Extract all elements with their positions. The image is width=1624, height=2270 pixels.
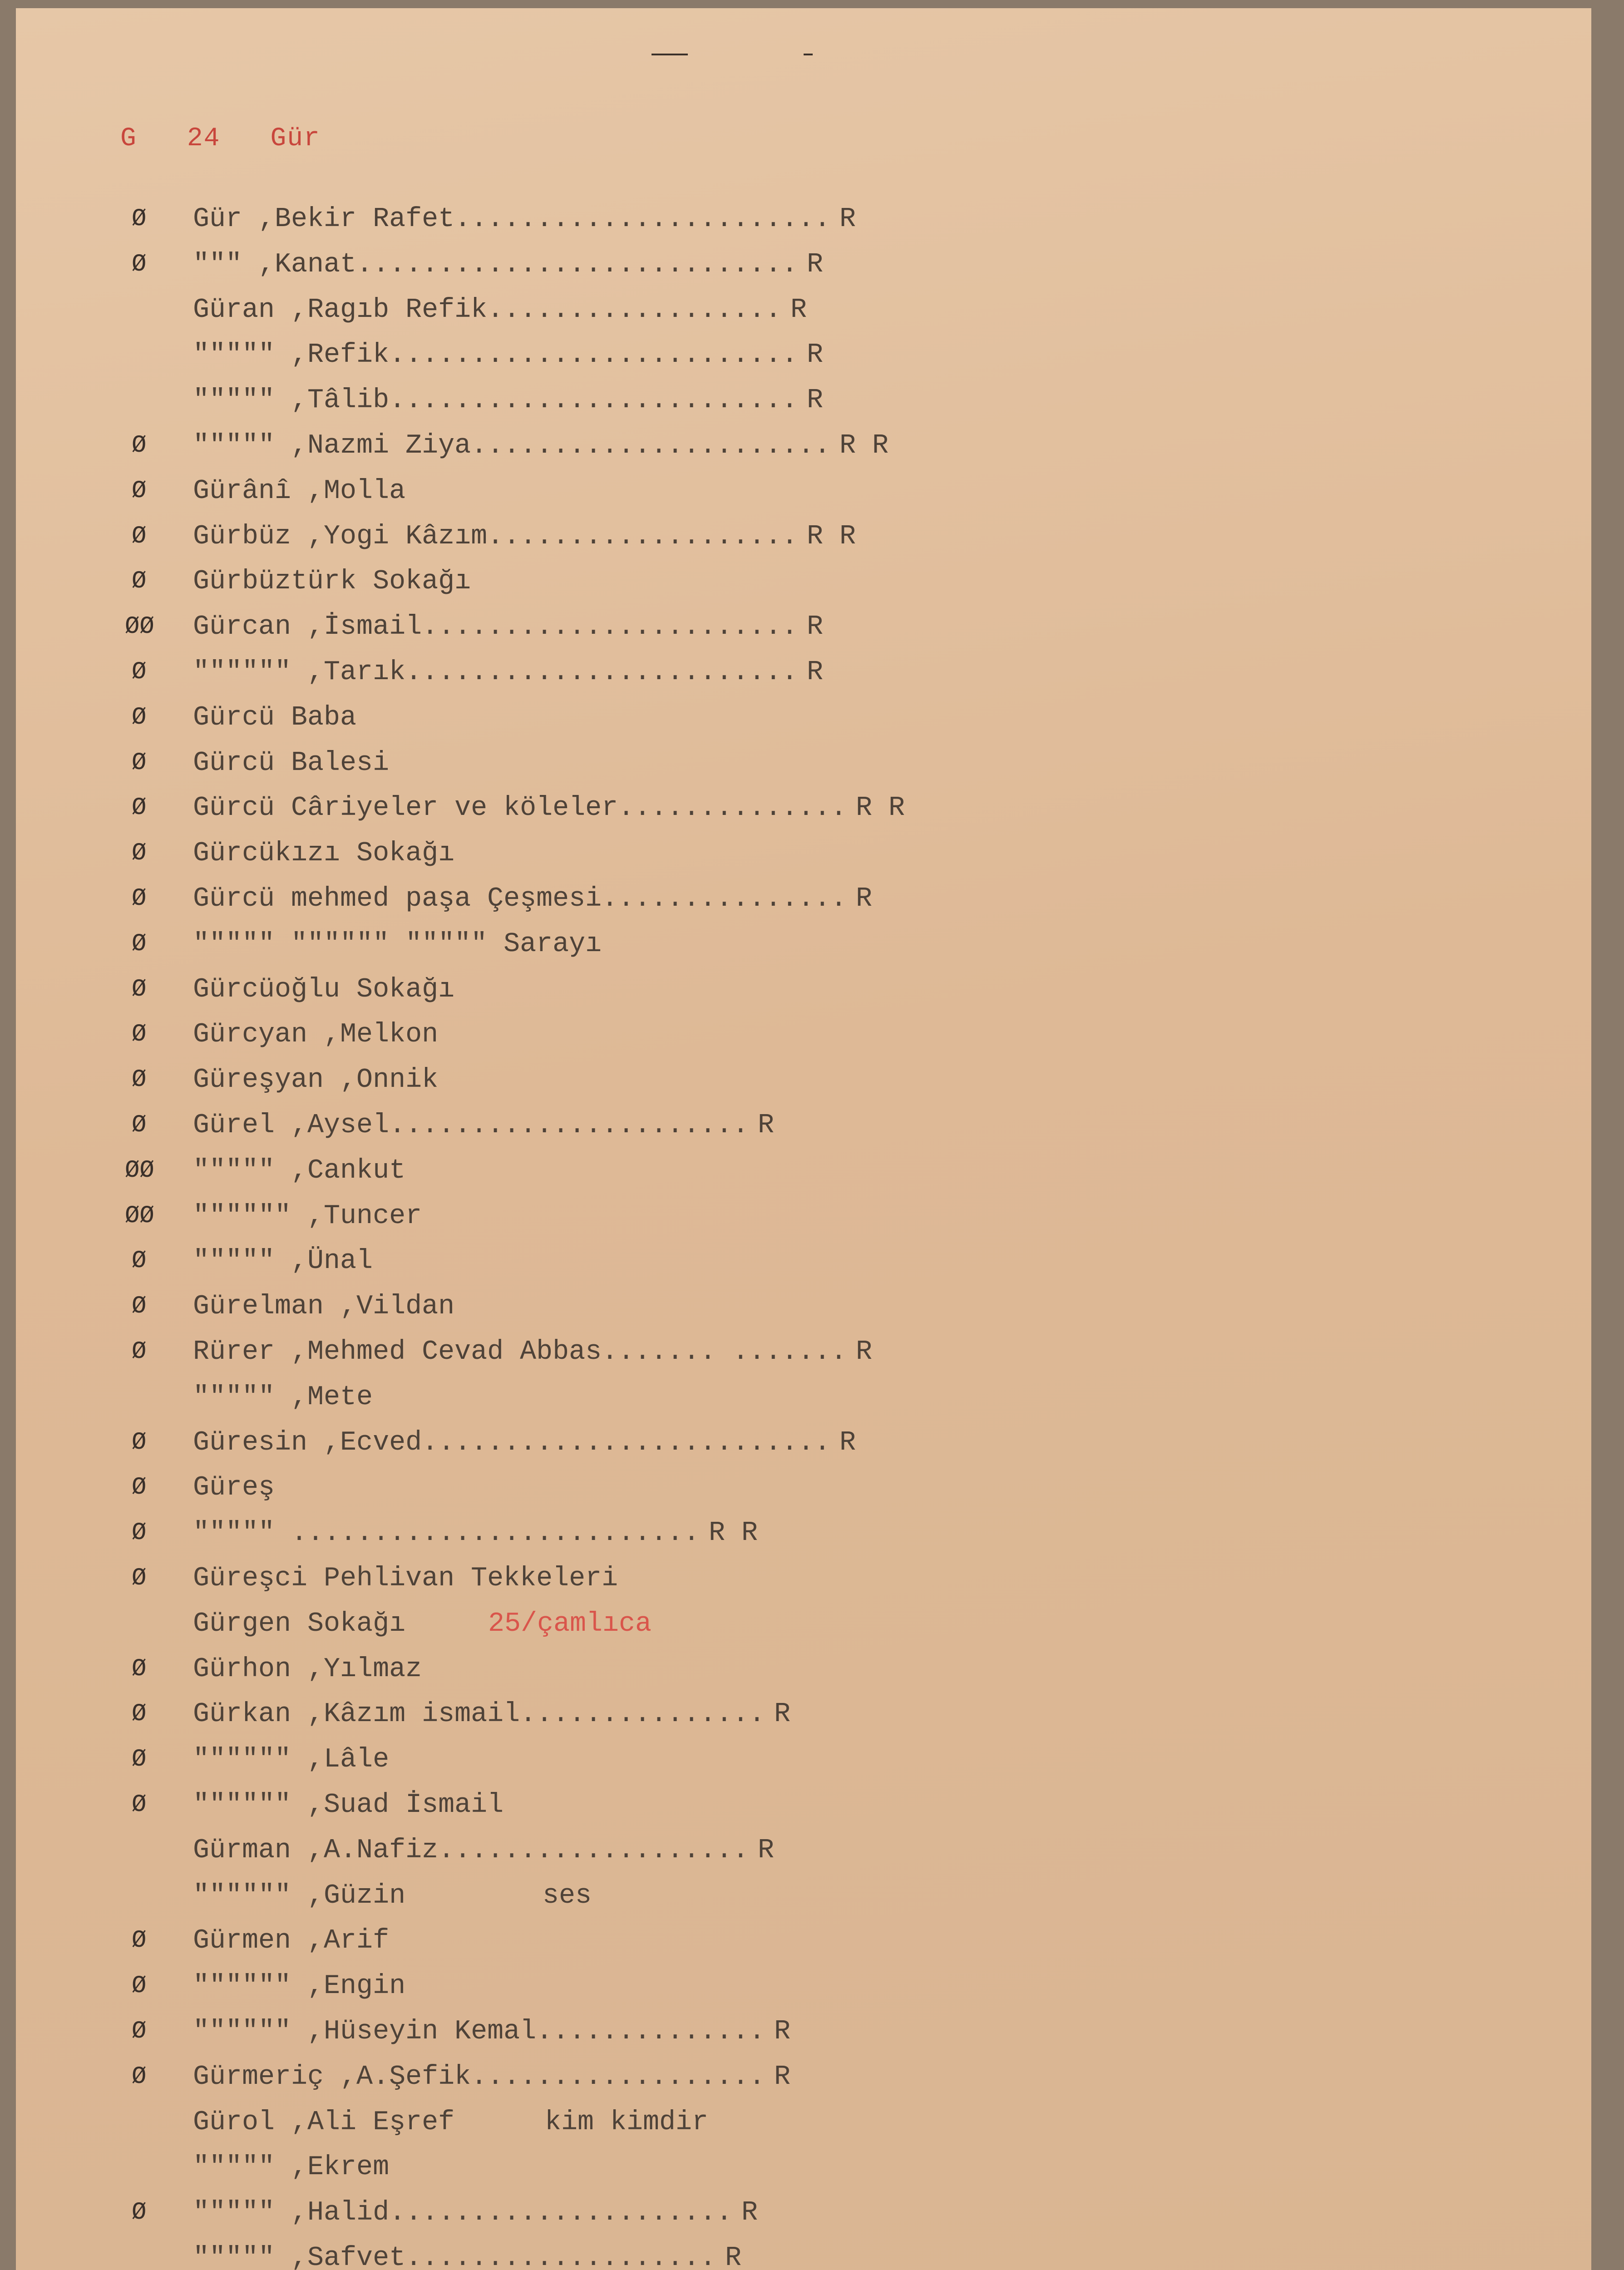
entry-row [16, 514, 1591, 559]
entry-text: Gürhon ,Yılmaz [193, 1653, 422, 1685]
status-mark: Ø [132, 205, 147, 233]
entry-text: """""" ,Tuncer [193, 1200, 422, 1232]
entry-text: Gür ,Bekir Rafet....................... [193, 204, 831, 235]
top-dot-mark [804, 54, 813, 55]
entry-row [16, 967, 1591, 1012]
entry-row [16, 650, 1591, 695]
entry-reference: R [725, 2243, 742, 2270]
entry-text: Gürgen Sokağı [193, 1608, 406, 1639]
entry-text: Gürânî ,Molla [193, 475, 406, 507]
entry-row [16, 1601, 1591, 1647]
entry-row [16, 423, 1591, 469]
entry-row [16, 785, 1591, 831]
status-mark: Ø [132, 2199, 147, 2227]
status-mark: Ø [132, 1021, 147, 1049]
entry-text: """"" ,Halid..................... [193, 2197, 733, 2229]
entry-text: """"" ,Nazmi Ziya...................... [193, 430, 831, 461]
status-mark: Ø [132, 432, 147, 459]
entry-reference: R [790, 294, 807, 326]
entry-text: """""" ,Hüseyin Kemal.............. [193, 2016, 765, 2047]
entry-text: Rürer ,Mehmed Cevad Abbas....... ....... [193, 1337, 847, 1367]
entry-reference: R [807, 385, 824, 416]
entry-text: """"" ,Refik......................... [193, 340, 798, 371]
status-mark: ØØ [125, 613, 154, 641]
entry-text: """"" ,Mete [193, 1382, 373, 1413]
status-mark: Ø [132, 568, 147, 596]
status-mark: ØØ [125, 1156, 154, 1184]
entry-text: Gürkan ,Kâzım ismail............... [193, 1699, 765, 1730]
entry-text: """"" ,Safvet................... [193, 2243, 716, 2270]
status-mark: Ø [132, 1927, 147, 1955]
entry-note: 25/çamlıca [488, 1608, 652, 1639]
status-mark: Ø [132, 885, 147, 913]
entry-row [16, 1692, 1591, 1737]
header-number: 24 [187, 124, 221, 153]
entry-text: Güresin ,Ecved......................... [193, 1427, 831, 1458]
status-mark: Ø [132, 1655, 147, 1683]
entry-reference: R [856, 1337, 873, 1367]
status-mark: Ø [132, 930, 147, 958]
card-header [120, 124, 370, 153]
entry-text: Gürcyan ,Melkon [193, 1019, 439, 1051]
entry-row [16, 1057, 1591, 1103]
status-mark: Ø [132, 1111, 147, 1139]
entry-reference: R [839, 1427, 856, 1458]
entry-row [16, 1510, 1591, 1556]
entry-text: Gürmeriç ,A.Şefik.................. [193, 2061, 765, 2092]
entry-reference: R [807, 340, 824, 371]
entry-reference: R [774, 1699, 791, 1730]
entry-text: Güran ,Ragıb Refik.................. [193, 294, 782, 326]
entry-text: Gürcü Câriyeler ve köleler.............. [193, 793, 847, 824]
entry-row [16, 695, 1591, 740]
entry-text: Gürcü Baba [193, 702, 357, 733]
entry-reference: R [774, 2061, 791, 2092]
entry-text: Gürman ,A.Nafiz................... [193, 1835, 749, 1866]
entry-row [16, 1012, 1591, 1057]
entry-row [16, 2145, 1591, 2190]
status-mark: Ø [132, 477, 147, 505]
entry-row [16, 1964, 1591, 2009]
entry-row [16, 2054, 1591, 2100]
entry-row [16, 1647, 1591, 1692]
index-card-page [16, 8, 1591, 2270]
entry-text: Gürcü Balesi [193, 747, 390, 779]
entry-row [16, 1329, 1591, 1375]
entry-row [16, 469, 1591, 514]
entry-row [16, 2235, 1591, 2270]
entry-row [16, 1918, 1591, 1964]
status-mark: Ø [132, 2063, 147, 2091]
entry-text: Gürbüz ,Yogi Kâzım................... [193, 521, 798, 552]
entry-row [16, 1465, 1591, 1510]
entry-text: """ ,Kanat........................... [193, 249, 798, 280]
entry-reference: R R [839, 430, 889, 461]
status-mark: ØØ [125, 1202, 154, 1230]
entry-row [16, 1239, 1591, 1284]
top-dash-mark [652, 54, 688, 55]
entry-text: """""" ,Suad İsmail [193, 1790, 504, 1821]
header-letter: G [120, 124, 137, 153]
entry-text: """""" ,Tarık........................ [193, 657, 798, 688]
entry-text: """""" ,Engin [193, 1971, 406, 2002]
entry-reference: R [807, 249, 824, 280]
entry-reference: R [741, 2197, 758, 2229]
entry-row [16, 1782, 1591, 1828]
status-mark: Ø [132, 1746, 147, 1774]
entry-row [16, 287, 1591, 333]
entry-row [16, 1148, 1591, 1194]
entry-text: Gürmen ,Arif [193, 1925, 390, 1957]
status-mark: Ø [132, 2018, 147, 2045]
status-mark: Ø [132, 1972, 147, 2000]
entry-row [16, 1103, 1591, 1148]
entry-row [16, 1420, 1591, 1466]
status-mark: Ø [132, 1066, 147, 1094]
entry-text: """""" ,Güzin [193, 1880, 406, 1911]
entry-text: Gürelman ,Vildan [193, 1291, 455, 1323]
entry-text: """"" ,Cankut [193, 1155, 406, 1186]
status-mark: Ø [132, 1564, 147, 1592]
entry-row [16, 559, 1591, 604]
entry-row [16, 876, 1591, 922]
entry-text: """"" ,Tâlib......................... [193, 385, 798, 416]
entry-text: """"" ,Ünal [193, 1246, 373, 1277]
entry-row [16, 1284, 1591, 1329]
entry-row [16, 378, 1591, 423]
entry-note: ses [543, 1880, 592, 1911]
entry-text: """""" ,Lâle [193, 1744, 390, 1776]
entry-text: Güreşyan ,Onnik [193, 1065, 439, 1096]
entry-text: Gürcü mehmed paşa Çeşmesi............... [193, 883, 847, 914]
entry-text: Gürel ,Aysel...................... [193, 1110, 749, 1141]
entry-reference: R [758, 1835, 775, 1866]
entry-row [16, 831, 1591, 876]
entry-reference: R R [709, 1518, 758, 1549]
status-mark: Ø [132, 1519, 147, 1547]
status-mark: Ø [132, 658, 147, 686]
entry-row [16, 197, 1591, 242]
entry-reference: R [774, 2016, 791, 2047]
entry-row [16, 1375, 1591, 1420]
entry-text: Gürol ,Ali Eşref [193, 2107, 455, 2138]
entry-row [16, 2009, 1591, 2054]
entry-reference: R [856, 883, 873, 914]
entry-reference: R [839, 204, 856, 235]
status-mark: Ø [132, 975, 147, 1003]
header-key: Gür [270, 124, 321, 153]
entry-row [16, 2190, 1591, 2235]
entry-row [16, 1556, 1591, 1601]
entry-text: Gürcan ,İsmail....................... [193, 612, 798, 643]
entry-row [16, 922, 1591, 967]
entry-reference: R R [856, 793, 905, 824]
entry-text: """"" ......................... [193, 1518, 700, 1549]
entry-row [16, 242, 1591, 287]
entry-text: Güreş [193, 1472, 275, 1504]
entry-text: Gürbüztürk Sokağı [193, 566, 471, 597]
status-mark: Ø [132, 522, 147, 550]
entry-text: """"" ,Ekrem [193, 2152, 390, 2183]
status-mark: Ø [132, 1428, 147, 1456]
entry-row [16, 604, 1591, 650]
status-mark: Ø [132, 749, 147, 777]
entry-row [16, 1828, 1591, 1873]
entry-text: Gürcükızı Sokağı [193, 838, 455, 869]
status-mark: Ø [132, 1700, 147, 1728]
entry-row [16, 740, 1591, 786]
status-mark: Ø [132, 250, 147, 278]
status-mark: Ø [132, 703, 147, 731]
entry-reference: R [807, 612, 824, 643]
status-mark: Ø [132, 794, 147, 822]
entry-reference: R [807, 657, 824, 688]
entry-reference: R R [807, 521, 856, 552]
status-mark: Ø [132, 1293, 147, 1321]
status-mark: Ø [132, 1474, 147, 1502]
entry-text: Gürcüoğlu Sokağı [193, 974, 455, 1005]
entry-row [16, 1194, 1591, 1239]
entry-text: """"" """""" """"" Sarayı [193, 928, 602, 960]
entry-row [16, 1873, 1591, 1919]
entry-text: Güreşci Pehlivan Tekkeleri [193, 1563, 618, 1594]
status-mark: Ø [132, 1791, 147, 1819]
entry-row [16, 332, 1591, 378]
entry-row [16, 2100, 1591, 2145]
status-mark: Ø [132, 839, 147, 868]
status-mark: Ø [132, 1338, 147, 1366]
entry-reference: R [758, 1110, 775, 1141]
entry-note: kim kimdir [545, 2107, 709, 2138]
status-mark: Ø [132, 1247, 147, 1275]
entry-row [16, 1737, 1591, 1782]
